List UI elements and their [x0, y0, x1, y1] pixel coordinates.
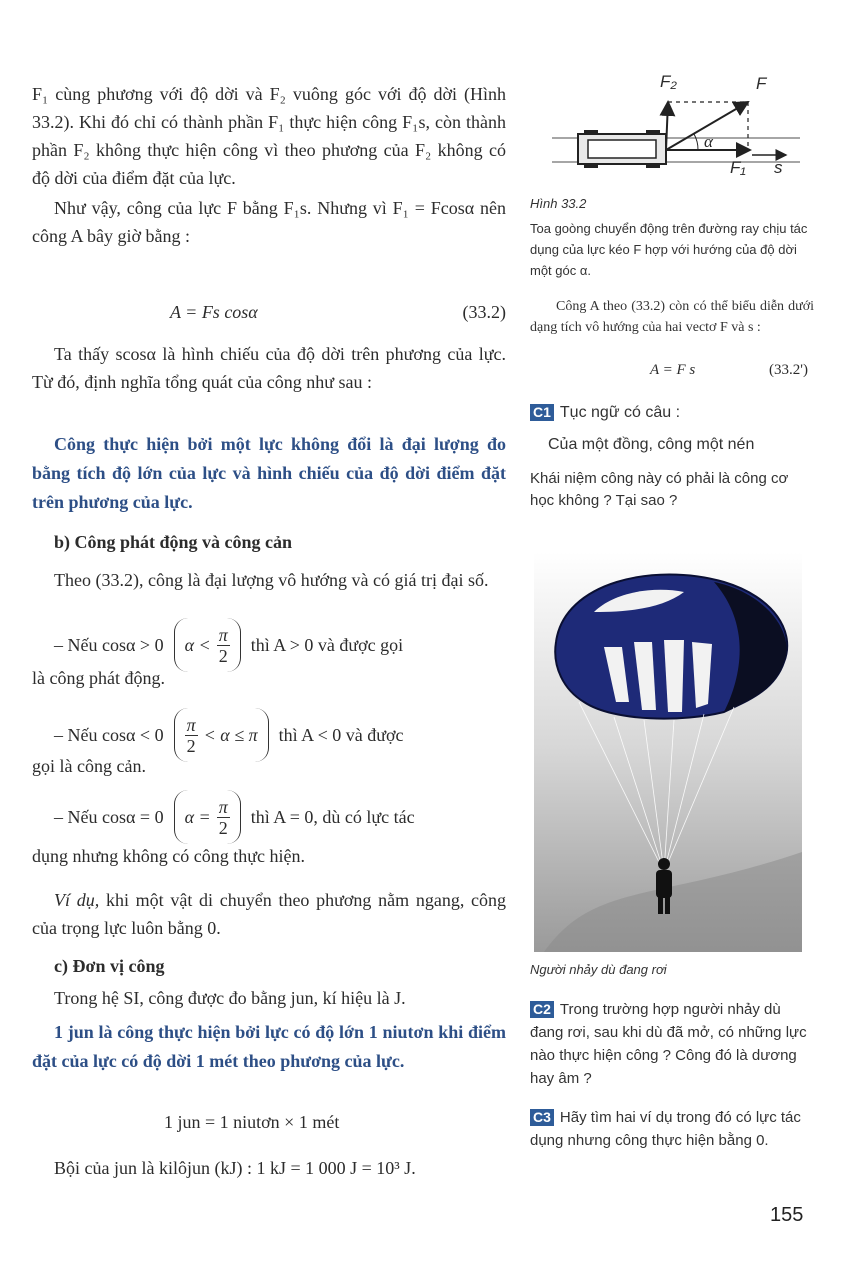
label-F1: F₁ — [730, 158, 746, 177]
example-text: khi một vật di chuyển theo phương nằm ngang, công của trọng lực luôn bằng 0. — [32, 890, 507, 938]
cart-wheel — [584, 163, 598, 168]
case1-condition — [174, 618, 241, 672]
photo-caption: Người nhảy dù đang rơi — [530, 962, 667, 977]
paragraph-example — [32, 886, 506, 942]
case2-label: – Nếu cosα < 0 — [54, 725, 164, 745]
c2-text: Trong trường hợp người nhảy dù đang rơi, sau khi dù đã mở, có những lực nào thực hiện công ? Công đó là dương hay âm ? — [530, 1001, 807, 1087]
side-note-vector: Công A theo (33.2) còn có thể biểu diễn dưới dạng tích vô hướng của hai vectơ F và s : — [530, 299, 814, 335]
fraction-pi-2: $\frac{\pi}{2}$ — [218, 796, 228, 838]
paragraph-projection-text: Ta thấy scosα là hình chiếu của độ dời trên phương của lực. Từ đó, định nghĩa tổng quát của công như sau : — [32, 344, 506, 392]
case1-result: thì A > 0 và được gọi — [250, 635, 404, 655]
label-F2: F₂ — [660, 72, 677, 91]
case1-label: – Nếu cosα > 0 — [54, 635, 164, 655]
case3-result: thì A = 0, dù có lực tác — [250, 807, 415, 827]
equation-vector-number: (33.2') — [769, 362, 808, 378]
case1-cond-text: α < — [184, 635, 211, 655]
fraction-pi-2: $\frac{\pi}{2}$ — [218, 624, 228, 666]
fraction-pi-2: $\frac{\pi}{2}$ — [186, 714, 196, 756]
case3-cond-text: α = — [184, 807, 211, 827]
question-c3 — [530, 1106, 814, 1152]
case2-tail: gọi là công cản. — [32, 756, 146, 776]
angle-arc — [694, 134, 698, 150]
parachute-photo — [534, 552, 802, 952]
figure-caption-title: Hình 33.2 — [530, 196, 587, 211]
paragraph-kilojoule: Bội của jun là kilôjun (kJ) : 1 kJ = 1 000 J = 10³ J. — [54, 1158, 416, 1178]
case2-result: thì A < 0 và được — [278, 725, 404, 745]
cart-wheel — [646, 163, 660, 168]
c1-badge: C1 — [530, 404, 554, 421]
label-alpha: α — [704, 132, 713, 151]
paragraph-algebraic: Theo (33.2), công là đại lượng vô hướng và có giá trị đại số. — [54, 570, 489, 590]
joule-equation: 1 jun = 1 niutơn × 1 mét — [164, 1112, 340, 1132]
definition-work: Công thực hiện bởi một lực không đổi là đại lượng đo bằng tích độ lớn của lực và hình chiếu của độ dời điểm đặt trên phương của lực. — [32, 434, 506, 512]
equation-text: A = Fs cosα — [170, 302, 258, 322]
cart-wheel — [646, 130, 660, 135]
example-label: Ví dụ, — [54, 890, 100, 910]
label-F: F — [756, 74, 767, 93]
heading-b: b) Công phát động và công cản — [54, 532, 293, 552]
cart-window — [588, 140, 656, 158]
label-s: s — [774, 158, 783, 177]
page-number: 155 — [770, 1204, 804, 1226]
case3-tail: dụng nhưng không có công thực hiện. — [32, 846, 305, 866]
question-c1 — [530, 404, 680, 422]
c3-text: Hãy tìm hai ví dụ trong đó có lực tác dụng nhưng công thực hiện bằng 0. — [530, 1109, 801, 1149]
c3-badge: C3 — [530, 1109, 554, 1126]
c1-text: Tục ngữ có câu : — [559, 404, 681, 421]
paragraph-si-unit: Trong hệ SI, công được đo bằng jun, kí hiệu là J. — [54, 988, 406, 1008]
equation-number: (33.2) — [462, 302, 506, 322]
c1-proverb: Của một đồng, công một nén — [548, 436, 755, 453]
equation-vector-text: A = F s — [650, 362, 696, 378]
question-c2 — [530, 998, 814, 1090]
case3-label: – Nếu cosα = 0 — [54, 807, 164, 827]
c1-question: Khái niệm công này có phải là công cơ học không ? Tại sao ? — [530, 470, 789, 509]
case3-condition — [174, 790, 241, 844]
cart-wheel — [584, 130, 598, 135]
definition-joule: 1 jun là công thực hiện bởi lực có độ lớn 1 niutơn khi điểm đặt của lực có độ dời 1 mét theo phương của lực. — [32, 1022, 506, 1071]
c2-badge: C2 — [530, 1001, 554, 1018]
paragraph-work-equals: Như vậy, công của lực F bằng F₁s. Nhưng vì F₁ = Fcosα nên công A bây giờ bằng : — [32, 198, 506, 246]
paragraph-components: F₁ cùng phương với độ dời và F₂ vuông góc với độ dời (Hình 33.2). Khi đó chỉ có thành phần F₁ thực hiện công F₁s, còn thành phần F₂ không thực hiện công vì theo phương của F₂ không có độ dời của điểm đặt của lực. — [32, 84, 506, 188]
case-zero — [54, 790, 506, 844]
vector-F2 — [666, 102, 668, 150]
figure-caption-text: Toa goòng chuyển động trên đường ray chịu tác dụng của lực kéo F hợp với hướng của độ dời một góc α. — [530, 221, 808, 278]
case2-condition — [174, 708, 269, 762]
case1-tail: là công phát động. — [32, 668, 165, 688]
paragraph-projection — [32, 340, 506, 396]
main-column — [32, 80, 506, 250]
case2-cond-text: < α ≤ π — [203, 725, 258, 745]
heading-c: c) Đơn vị công — [54, 956, 165, 976]
